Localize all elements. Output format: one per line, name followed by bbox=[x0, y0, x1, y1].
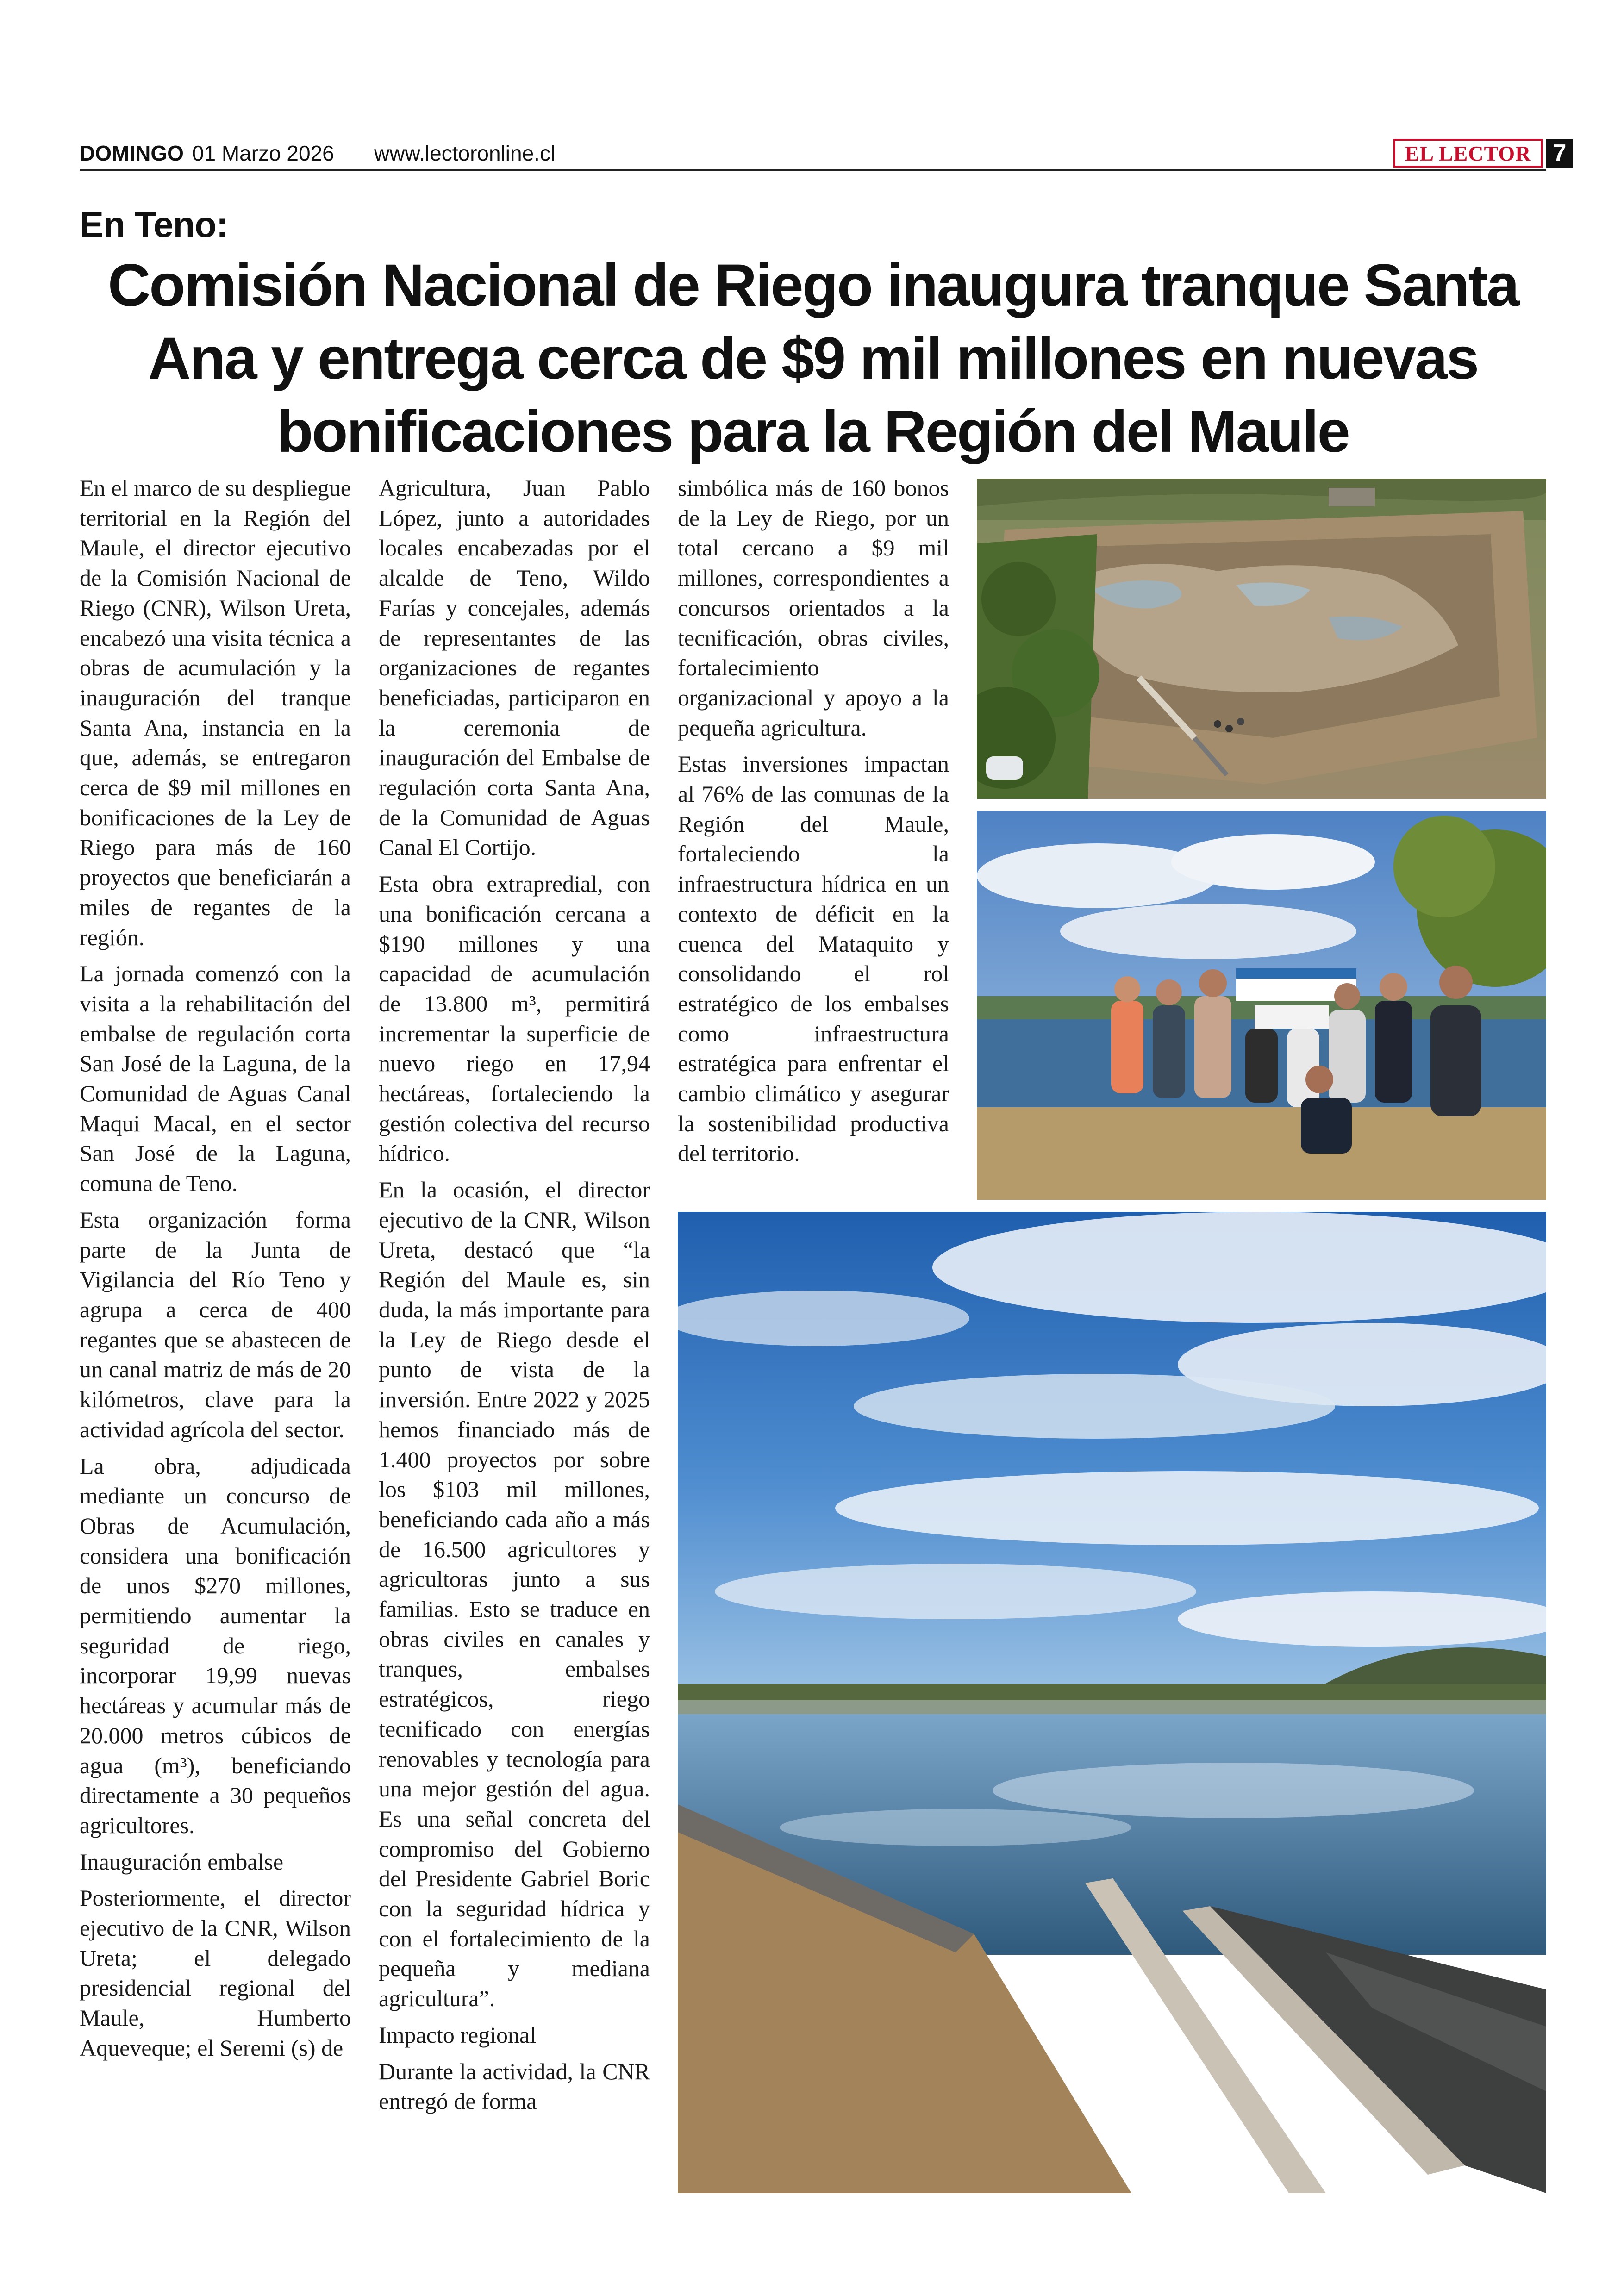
reservoir-landscape-photo bbox=[678, 1212, 1546, 2193]
paragraph: Agricultura, Juan Pablo López, junto a autoridades locales encabezadas por el alcalde de Teno, Wildo Farías y concejales, además de representantes de las organizaciones de regantes beneficiadas, participaron en la ceremonia de inauguración del Embalse de regulación corta Santa Ana, de la Comunidad de Aguas Canal El Cortijo. bbox=[379, 475, 650, 861]
article-kicker: En Teno: bbox=[80, 204, 228, 245]
aerial-reservoir-photo bbox=[977, 479, 1546, 799]
reservoir-landscape-image bbox=[678, 1212, 1546, 2193]
article-headline: Comisión Nacional de Riego inaugura tranque Santa Ana y entrega cerca de $9 mil millones en nuevas bonificaciones para la Región del Maule bbox=[107, 252, 1518, 465]
website-link[interactable]: www.lectoronline.cl bbox=[374, 141, 556, 165]
header-rule bbox=[80, 169, 1546, 171]
group-ceremony-photo bbox=[977, 811, 1546, 1200]
brand-name: EL LECTOR bbox=[1405, 141, 1531, 165]
paragraph: En el marco de su despliegue territorial en la Región del Maule, el director ejecutivo de la Comisión Nacional de Riego (CNR), Wilson Ureta, encabezó una visita técnica a obras de acumulación y la inauguración del tranque Santa Ana, instancia en la que, además, se entregaron cerca de $9 mil millones en bonificaciones de la Ley de Riego para más de 160 proyectos que beneficiarán a miles de regantes de la región. bbox=[80, 475, 351, 950]
paragraph: Estas inversiones impactan al 76% de las comunas de la Región del Maule, fortaleciendo la infraestructura hídrica en un contexto de déficit en la cuenca del Mataquito y consolidando el rol estratégico de los embalses como infraestructura estratégica para enfrentar el cambio climático y asegurar la sostenibilidad productiva del territorio. bbox=[678, 751, 949, 1166]
article-column-1 bbox=[80, 473, 351, 2070]
aerial-reservoir-image bbox=[977, 479, 1546, 799]
paragraph: La jornada comenzó con la visita a la rehabilitación del embalse de regulación corta San José de la Laguna, de la Comunidad de Aguas Canal Maqui Macal, en el sector San José de la Laguna, comuna de Teno. bbox=[80, 960, 351, 1197]
group-ceremony-image bbox=[977, 811, 1546, 1200]
header-date bbox=[80, 141, 334, 166]
header-date-text: 01 Marzo 2026 bbox=[192, 141, 334, 165]
page-number: 7 bbox=[1546, 139, 1573, 168]
paragraph: simbólica más de 160 bonos de la Ley de Riego, por un total cercano a $9 mil millones, correspondientes a concursos orientados a la tecnificación, obras civiles, fortalecimiento organizacional y apoyo a la pequeña agricultura. bbox=[678, 475, 949, 741]
paragraph: La obra, adjudicada mediante un concurso de Obras de Acumulación, considera una bonificación de unos $270 millones, permitiendo aumentar la seguridad de riego, incorporar 19,99 nuevas hectáreas y acumular más de 20.000 metros cúbicos de agua (m³), beneficiando directamente a 30 pequeños agricultores. bbox=[80, 1453, 351, 1838]
paragraph: En la ocasión, el director ejecutivo de la CNR, Wilson Ureta, destacó que “la Región del Maule es, sin duda, la más importante para la Ley de Riego desde el punto de vista de la inversión. Entre 2022 y 2025 hemos financiado más de 1.400 proyectos por sobre los $103 mil millones, beneficiando cada año a más de 16.500 agricultores y agricultoras junto a sus familias. Esto se traduce en obras civiles en canales y tranques, embalses estratégicos, riego tecnificado con energías renovables y tecnología para una mejor gestión del agua. Es una señal concreta del compromiso del Gobierno del Presidente Gabriel Boric con la seguridad hídrica y con el fortalecimiento de la pequeña y mediana agricultura”. bbox=[379, 1177, 650, 2012]
header-day: DOMINGO bbox=[80, 141, 184, 165]
paragraph: Esta organización forma parte de la Junta de Vigilancia del Río Teno y agrupa a cerca de 400 regantes que se abastecen de un canal matriz de más de 20 kilómetros, clave para la actividad agrícola del sector. bbox=[80, 1206, 351, 1442]
article-column-2 bbox=[379, 473, 650, 2123]
brand-logo bbox=[1393, 139, 1543, 168]
subheading: Impacto regional bbox=[379, 2021, 537, 2048]
subheading: Inauguración embalse bbox=[80, 1848, 284, 1875]
paragraph: Esta obra extrapredial, con una bonificación cercana a $190 millones y una capacidad de acumulación de 13.800 m³, permitirá incrementar la superficie de nuevo riego en 17,94 hectáreas, fortaleciendo la gestión colectiva del recurso hídrico. bbox=[379, 871, 650, 1166]
paragraph: Durante la actividad, la CNR entregó de forma bbox=[379, 2058, 650, 2114]
paragraph: Posteriormente, el director ejecutivo de la CNR, Wilson Ureta; el delegado presidencial regional del Maule, Humberto Aqueveque; el Seremi (s) de bbox=[80, 1885, 351, 2061]
page-header bbox=[80, 139, 1567, 171]
article-column-3 bbox=[678, 473, 949, 1175]
